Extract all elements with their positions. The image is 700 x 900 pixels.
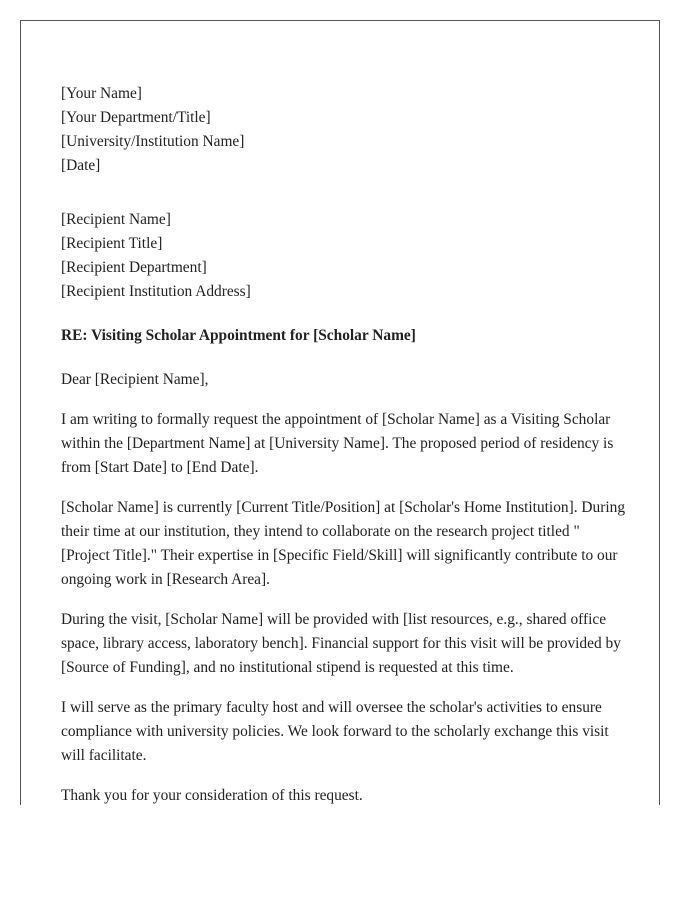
- salutation: Dear [Recipient Name],: [61, 371, 209, 388]
- body-paragraph-resources: During the visit, [Scholar Name] will be provided with [list resources, e.g., shared office space, library access, laboratory bench]. Financial support for this visit will be provided by [Source of Funding], and no institutional stipend is requested at this time.: [61, 611, 621, 676]
- body-paragraph-request: I am writing to formally request the appointment of [Scholar Name] as a Visiting Scholar within the [Department Name] at [University Name]. The proposed period of residency is from [Start Date] to [End Date].: [61, 411, 614, 476]
- closing-line: Thank you for your consideration of this request.: [61, 787, 363, 804]
- sender-institution: [University/Institution Name]: [61, 133, 245, 150]
- recipient-institution-address: [Recipient Institution Address]: [61, 283, 251, 300]
- recipient-address-block: [61, 208, 626, 304]
- letter-page: [20, 20, 660, 805]
- sender-name: [Your Name]: [61, 85, 142, 102]
- recipient-title: [Recipient Title]: [61, 235, 163, 252]
- sender-address-block: [61, 82, 626, 178]
- sender-department-title: [Your Department/Title]: [61, 109, 211, 126]
- body-paragraph-host: I will serve as the primary faculty host and will oversee the scholar's activities to ensure compliance with university policies. We look forward to the scholarly exchange this visit will facilitate.: [61, 699, 609, 764]
- letter-body: [61, 82, 626, 805]
- letter-date: [Date]: [61, 157, 101, 174]
- subject-line: RE: Visiting Scholar Appointment for [Scholar Name]: [61, 327, 416, 344]
- body-paragraph-scholar: [Scholar Name] is currently [Current Title/Position] at [Scholar's Home Institution]. During their time at our institution, they intend to collaborate on the research project titled "[Project Title]." Their expertise in [Specific Field/Skill] will significantly contribute to our ongoing work in [Research Area].: [61, 499, 626, 588]
- recipient-department: [Recipient Department]: [61, 259, 207, 276]
- recipient-name: [Recipient Name]: [61, 211, 171, 228]
